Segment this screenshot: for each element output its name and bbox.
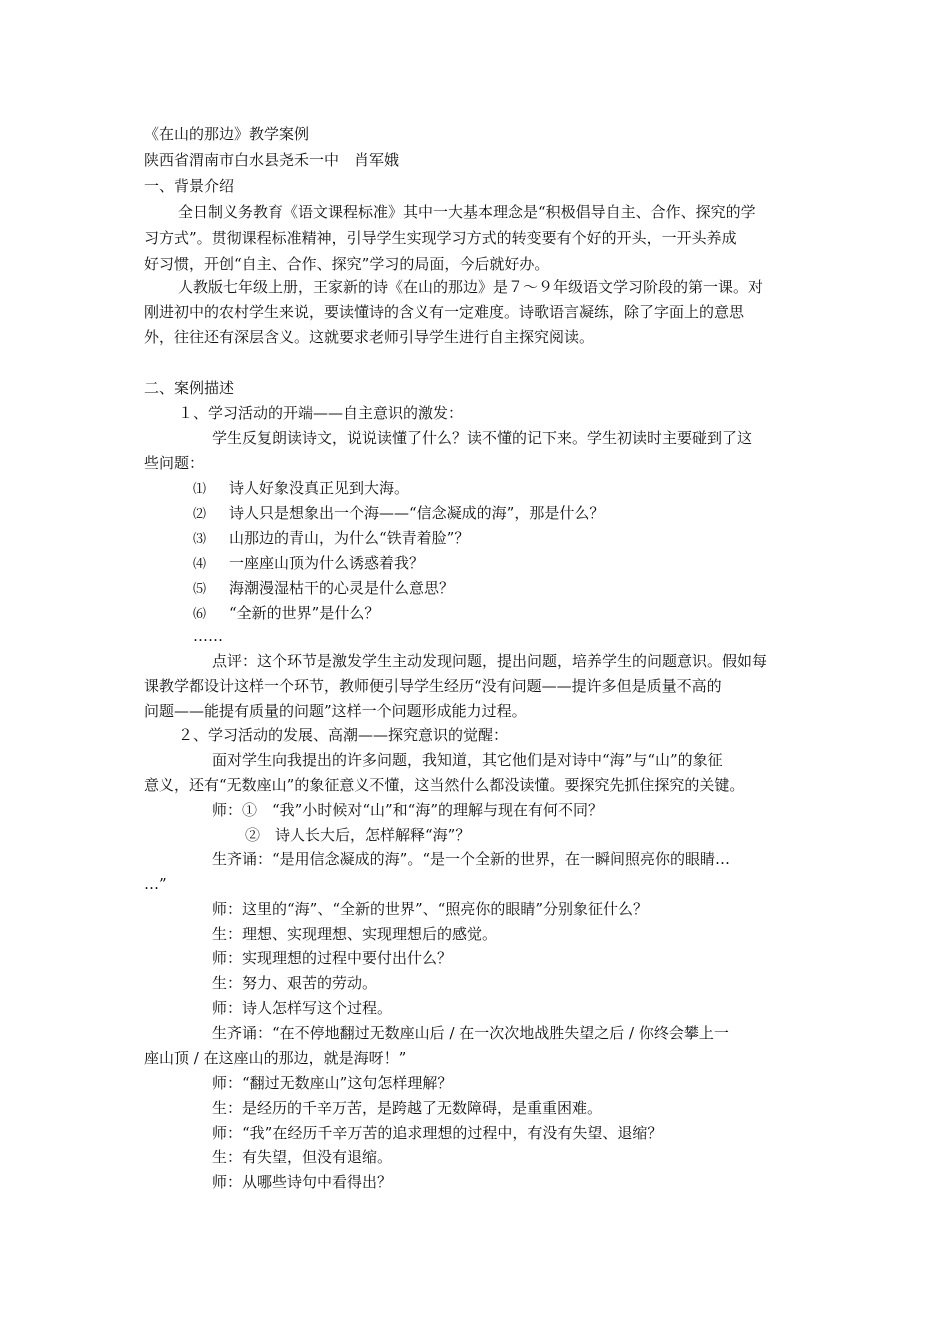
question-number: ⑶ (193, 532, 207, 547)
paragraph-2-line-1: 人教版七年级上册，王家新的诗《在山的那边》是７～９年级语文学习阶段的第一课。对 (178, 278, 764, 296)
teacher-question-1: 师：① “我”小时候对“山”和“海”的理解与现在有何不同？ (212, 801, 604, 819)
question-number: ⑵ (193, 507, 207, 522)
paragraph-2-line-2: 刚进初中的农村学生来说，要读懂诗的含义有一定难度。诗歌语言凝练，除了字面上的意思 (144, 303, 745, 321)
paragraph-2-line-3: 外，往往还有深层含义。这就要求老师引导学生进行自主探究阅读。 (144, 328, 595, 346)
paragraph-3-line-1: 学生反复朗读诗文，说说读懂了什么？读不懂的记下来。学生初读时主要碰到了这 (212, 429, 753, 447)
question-text: 诗人只是想象出一个海——“信念凝成的海”，那是什么？ (229, 504, 605, 522)
dialogue-line: 座山顶 / 在这座山的那边，就是海呀！” (144, 1049, 407, 1067)
question-number: ⑴ (193, 482, 207, 497)
dialogue-line: 生：努力、艰苦的劳动。 (212, 974, 378, 992)
question-item (193, 603, 379, 625)
question-item (193, 528, 469, 550)
question-text: 海潮漫湿枯干的心灵是什么意思？ (229, 579, 455, 597)
dialogue-line: 师：从哪些诗句中看得出？ (212, 1173, 393, 1191)
subsection-2-heading: ２、学习活动的发展、高潮——探究意识的觉醒： (178, 726, 509, 744)
dialogue-line: 生：是经历的千辛万苦，是跨越了无数障碍，是重重困难。 (212, 1099, 603, 1117)
dialogue-line: 师：这里的“海”、“全新的世界”、“照亮你的眼睛”分别象征什么？ (212, 900, 649, 918)
subsection-1-heading: １、学习活动的开端——自主意识的激发： (178, 404, 464, 422)
comment-line-1: 点评：这个环节是激发学生主动发现问题，提出问题，培养学生的问题意识。假如每 (212, 652, 768, 670)
question-number: ⑹ (193, 607, 207, 622)
comment-line-3: 问题——能提有质量的问题”这样一个问题形成能力过程。 (144, 702, 527, 720)
question-text: 一座座山顶为什么诱惑着我？ (229, 554, 425, 572)
dialogue-line: 师：“我”在经历千辛万苦的追求理想的过程中，有没有失望、退缩？ (212, 1124, 663, 1142)
paragraph-1-line-3: 好习惯，开创“自主、合作、探究”学习的局面，今后就好办。 (144, 255, 550, 273)
paragraph-1-line-1: 全日制义务教育《语文课程标准》其中一大基本理念是“积极倡导自主、合作、探究的学 (178, 203, 756, 221)
section-heading-case: 二、案例描述 (144, 379, 235, 397)
dialogue-line: 生：有失望，但没有退缩。 (212, 1148, 393, 1166)
doc-author: 陕西省渭南市白水县尧禾一中 肖军娥 (144, 151, 400, 169)
question-item (193, 553, 424, 575)
paragraph-4-line-2: 意义，还有“无数座山”的象征意义不懂，这当然什么都没读懂。要探究先抓住探究的关键。 (144, 776, 745, 794)
question-number: ⑷ (193, 557, 207, 572)
comment-line-2: 课教学都设计这样一个环节，教师便引导学生经历“没有问题——提许多但是质量不高的 (144, 677, 722, 695)
section-heading-background: 一、背景介绍 (144, 177, 235, 195)
question-text: 山那边的青山，为什么“铁青着脸”？ (229, 529, 470, 547)
teacher-question-2: ② 诗人长大后，怎样解释“海”？ (245, 826, 471, 844)
dialogue-line: 生：理想、实现理想、实现理想后的感觉。 (212, 925, 498, 943)
dialogue-line: 师：实现理想的过程中要付出什么？ (212, 949, 453, 967)
ellipsis: …… (193, 627, 223, 645)
dialogue-line: 生齐诵：“是用信念凝成的海”。“是一个全新的世界，在一瞬间照亮你的眼睛… (212, 850, 731, 868)
question-text: 诗人好象没真正见到大海。 (229, 479, 410, 497)
paragraph-3-line-2: 些问题： (144, 454, 205, 472)
dialogue-line: 师：诗人怎样写这个过程。 (212, 999, 393, 1017)
paragraph-4-line-1: 面对学生向我提出的许多问题，我知道，其它他们是对诗中“海”与“山”的象征 (212, 751, 723, 769)
question-item (193, 478, 409, 500)
question-item (193, 503, 604, 525)
doc-title: 《在山的那边》教学案例 (144, 125, 310, 143)
question-item (193, 578, 454, 600)
dialogue-line: 师：“翻过无数座山”这句怎样理解？ (212, 1074, 453, 1092)
dialogue-line: 生齐诵：“在不停地翻过无数座山后 / 在一次次地战胜失望之后 / 你终会攀上一 (212, 1024, 729, 1042)
question-number: ⑸ (193, 582, 207, 597)
paragraph-1-line-2: 习方式”。贯彻课程标准精神，引导学生实现学习方式的转变要有个好的开头，一开头养成 (144, 229, 737, 247)
dialogue-line: …” (144, 875, 167, 893)
question-text: “全新的世界”是什么？ (229, 604, 380, 622)
